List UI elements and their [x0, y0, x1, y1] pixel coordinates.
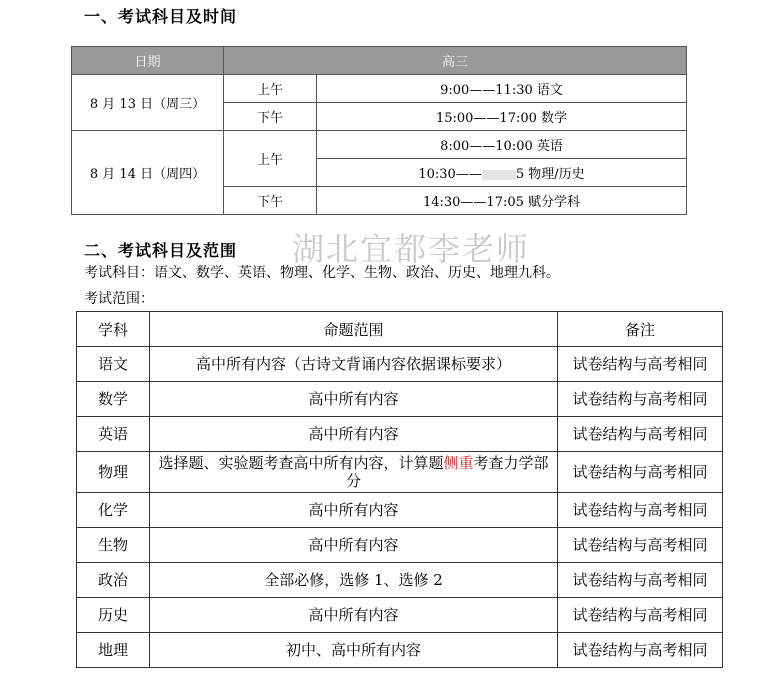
note-cell: 试卷结构与高考相同	[558, 598, 723, 633]
table-row	[72, 131, 687, 159]
scope-header-row	[77, 312, 723, 347]
table-row	[77, 452, 723, 493]
subject-cell: 化学	[77, 493, 150, 528]
exam-time-start: 10:30——	[418, 167, 482, 182]
exam-item	[317, 159, 687, 187]
note-cell: 试卷结构与高考相同	[558, 528, 723, 563]
schedule-header-row	[72, 47, 687, 75]
session-am: 上午	[224, 131, 317, 187]
section2-title: 二、考试科目及范围	[84, 241, 238, 260]
note-cell: 试卷结构与高考相同	[558, 347, 723, 382]
note-cell: 试卷结构与高考相同	[558, 633, 723, 668]
range-cell: 高中所有内容	[150, 598, 558, 633]
range-cell: 高中所有内容	[150, 528, 558, 563]
subject-cell: 生物	[77, 528, 150, 563]
blurred-region	[482, 170, 516, 180]
watermark: 湖北宜都李老师	[292, 230, 531, 268]
table-row	[77, 563, 723, 598]
note-cell: 试卷结构与高考相同	[558, 452, 723, 493]
section1-title: 一、考试科目及时间	[84, 7, 238, 26]
table-row	[77, 347, 723, 382]
note-cell: 试卷结构与高考相同	[558, 417, 723, 452]
table-row	[77, 493, 723, 528]
table-row	[77, 598, 723, 633]
range-text: 考查力学部分	[345, 454, 549, 490]
header-range: 命题范围	[150, 312, 558, 347]
table-row	[72, 75, 687, 103]
range-cell: 初中、高中所有内容	[150, 633, 558, 668]
range-cell: 高中所有内容	[150, 382, 558, 417]
header-date: 日期	[72, 47, 224, 75]
subject-cell: 语文	[77, 347, 150, 382]
range-cell: 全部必修，选修 1、选修 2	[150, 563, 558, 598]
note-cell: 试卷结构与高考相同	[558, 563, 723, 598]
table-row	[77, 528, 723, 563]
header-grade: 高三	[224, 47, 687, 75]
session-pm: 下午	[224, 103, 317, 131]
table-row	[77, 417, 723, 452]
header-subject: 学科	[77, 312, 150, 347]
note-cell: 试卷结构与高考相同	[558, 382, 723, 417]
subject-cell: 政治	[77, 563, 150, 598]
subject-cell: 数学	[77, 382, 150, 417]
subject-cell: 历史	[77, 598, 150, 633]
exam-schedule-table	[71, 46, 687, 215]
range-cell	[150, 452, 558, 493]
header-note: 备注	[558, 312, 723, 347]
note-cell: 试卷结构与高考相同	[558, 493, 723, 528]
range-cell: 高中所有内容（古诗文背诵内容依据课标要求）	[150, 347, 558, 382]
exam-item: 15:00——17:00 数学	[317, 103, 687, 131]
date-day2: 8 月 14 日（周四）	[72, 131, 224, 215]
subject-cell: 物理	[77, 452, 150, 493]
exam-item: 14:30——17:05 赋分学科	[317, 187, 687, 215]
subject-cell: 地理	[77, 633, 150, 668]
range-emphasis: 侧重	[443, 454, 474, 472]
table-row	[77, 633, 723, 668]
subjects-line: 考试科目：语文、数学、英语、物理、化学、生物、政治、历史、地理九科。	[84, 265, 560, 281]
exam-subject: 5 物理/历史	[515, 167, 585, 182]
session-am: 上午	[224, 75, 317, 103]
session-pm: 下午	[224, 187, 317, 215]
range-cell: 高中所有内容	[150, 417, 558, 452]
exam-item: 8:00——10:00 英语	[317, 131, 687, 159]
scope-label: 考试范围：	[84, 291, 154, 307]
subject-cell: 英语	[77, 417, 150, 452]
table-row	[77, 382, 723, 417]
range-text: 选择题、实验题考查高中所有内容，计算题	[158, 454, 444, 472]
exam-item: 9:00——11:30 语文	[317, 75, 687, 103]
range-cell: 高中所有内容	[150, 493, 558, 528]
exam-scope-table	[76, 311, 723, 668]
date-day1: 8 月 13 日（周三）	[72, 75, 224, 131]
